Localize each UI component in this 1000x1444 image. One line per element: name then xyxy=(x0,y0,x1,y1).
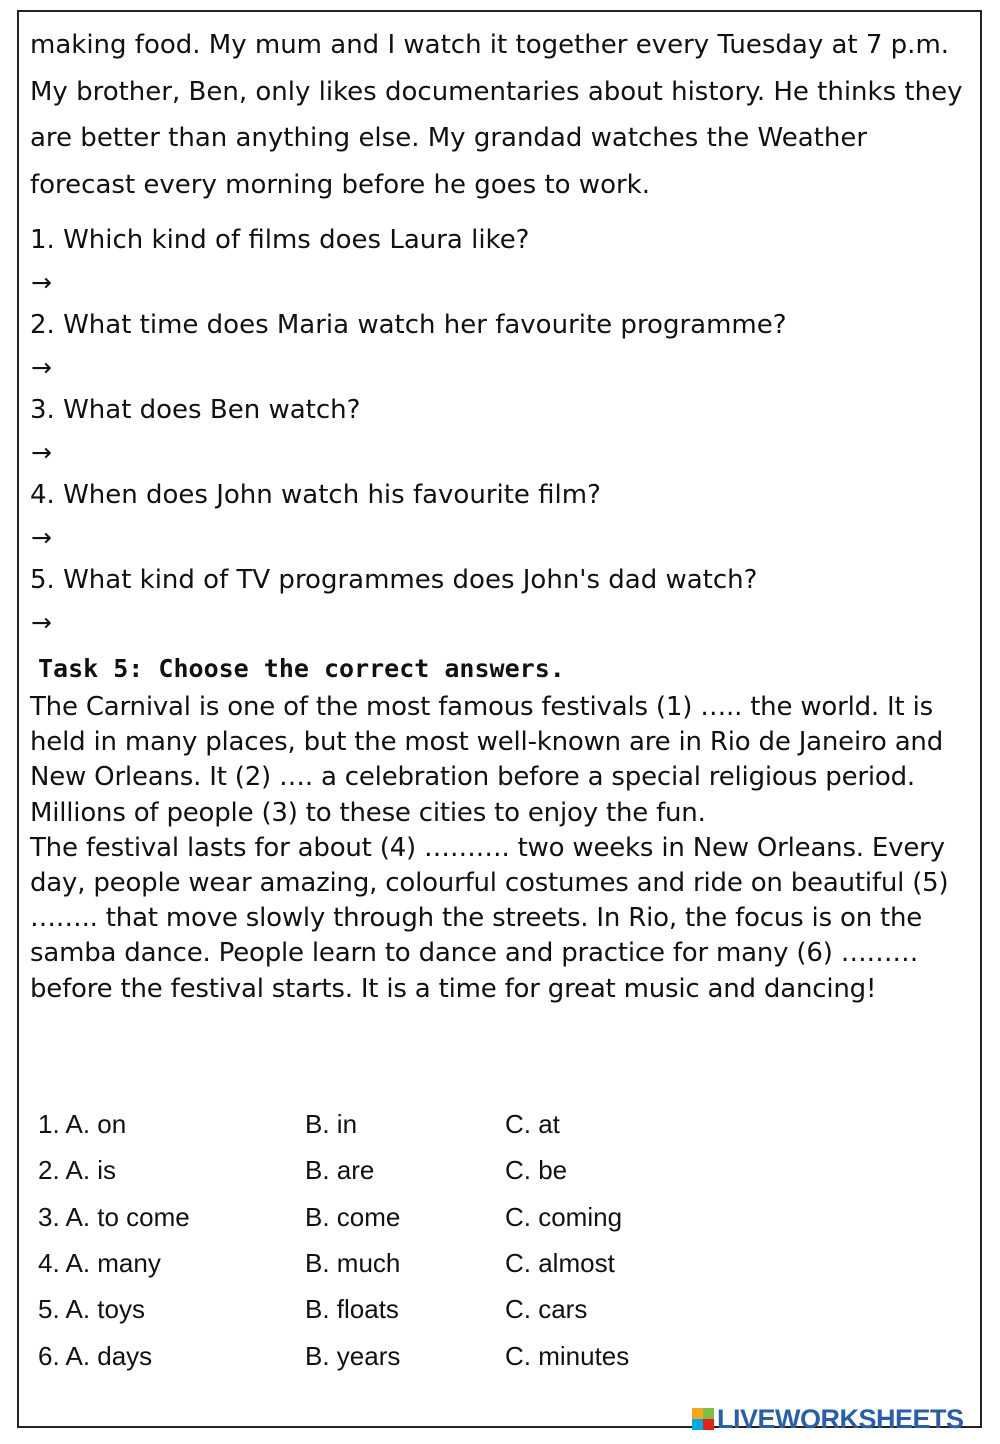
option-1c[interactable]: C. at xyxy=(505,1109,560,1139)
option-3b[interactable]: B. come xyxy=(305,1202,401,1232)
option-5c[interactable]: C. cars xyxy=(505,1294,588,1324)
answer-arrow-icon[interactable]: → xyxy=(31,268,52,297)
option-6b[interactable]: B. years xyxy=(305,1341,401,1371)
question-4: 4. When does John watch his favourite film? xyxy=(30,480,601,510)
question-1: 1. Which kind of films does Laura like? xyxy=(30,225,530,255)
logo-block xyxy=(692,1419,703,1430)
option-6c[interactable]: C. minutes xyxy=(505,1341,630,1371)
option-3a[interactable]: 3. A. to come xyxy=(38,1202,190,1232)
logo-block xyxy=(692,1408,703,1419)
option-4a[interactable]: 4. A. many xyxy=(38,1248,161,1278)
answer-arrow-icon[interactable]: → xyxy=(31,353,52,382)
option-2b[interactable]: B. are xyxy=(305,1155,375,1185)
logo-text: LIVEWORKSHEETS xyxy=(717,1404,964,1434)
answer-arrow-icon[interactable]: → xyxy=(31,438,52,467)
answer-arrow-icon[interactable]: → xyxy=(31,523,52,552)
option-1a[interactable]: 1. A. on xyxy=(38,1109,127,1139)
option-4b[interactable]: B. much xyxy=(305,1248,401,1278)
option-4c[interactable]: C. almost xyxy=(505,1248,615,1278)
question-2: 2. What time does Maria watch her favourite programme? xyxy=(30,310,787,340)
reading-paragraph: making food. My mum and I watch it together every Tuesday at 7 p.m. My brother, Ben, only likes documentaries about history. He thinks they are better than anything else. My grandad watches the Weather forecast every morning before he goes to work. xyxy=(30,30,963,200)
task5-title: Task 5: Choose the correct answers. xyxy=(38,654,565,683)
task5-text xyxy=(30,690,975,1007)
option-3c[interactable]: C. coming xyxy=(505,1202,623,1232)
option-6a[interactable]: 6. A. days xyxy=(38,1341,153,1371)
option-5b[interactable]: B. floats xyxy=(305,1294,399,1324)
answer-arrow-icon[interactable]: → xyxy=(31,608,52,637)
task5-paragraph-1: The Carnival is one of the most famous festivals (1) ….. the world. It is held in many places, but the most well-known are in Rio de Janeiro and New Orleans. It (2) …. a celebration before a special religious period. Millions of people (3) to these cities to enjoy the fun. xyxy=(30,692,944,828)
liveworksheets-logo xyxy=(692,1405,964,1433)
option-2c[interactable]: C. be xyxy=(505,1155,568,1185)
task5-paragraph-2: The festival lasts for about (4) ………. two weeks in New Orleans. Every day, people wear amazing, colourful costumes and ride on beautiful (5) …….. that move slowly through the streets. In Rio, the focus is on the samba dance. People learn to dance and practice for many (6) ……… before the festival starts. It is a time for great music and dancing! xyxy=(30,832,949,1004)
logo-block xyxy=(703,1419,714,1430)
option-2a[interactable]: 2. A. is xyxy=(38,1155,117,1185)
question-3: 3. What does Ben watch? xyxy=(30,395,361,425)
logo-blocks-icon xyxy=(692,1408,714,1430)
logo-block xyxy=(703,1408,714,1419)
option-1b[interactable]: B. in xyxy=(305,1109,358,1139)
option-5a[interactable]: 5. A. toys xyxy=(38,1294,145,1324)
question-5: 5. What kind of TV programmes does John's dad watch? xyxy=(30,565,758,595)
